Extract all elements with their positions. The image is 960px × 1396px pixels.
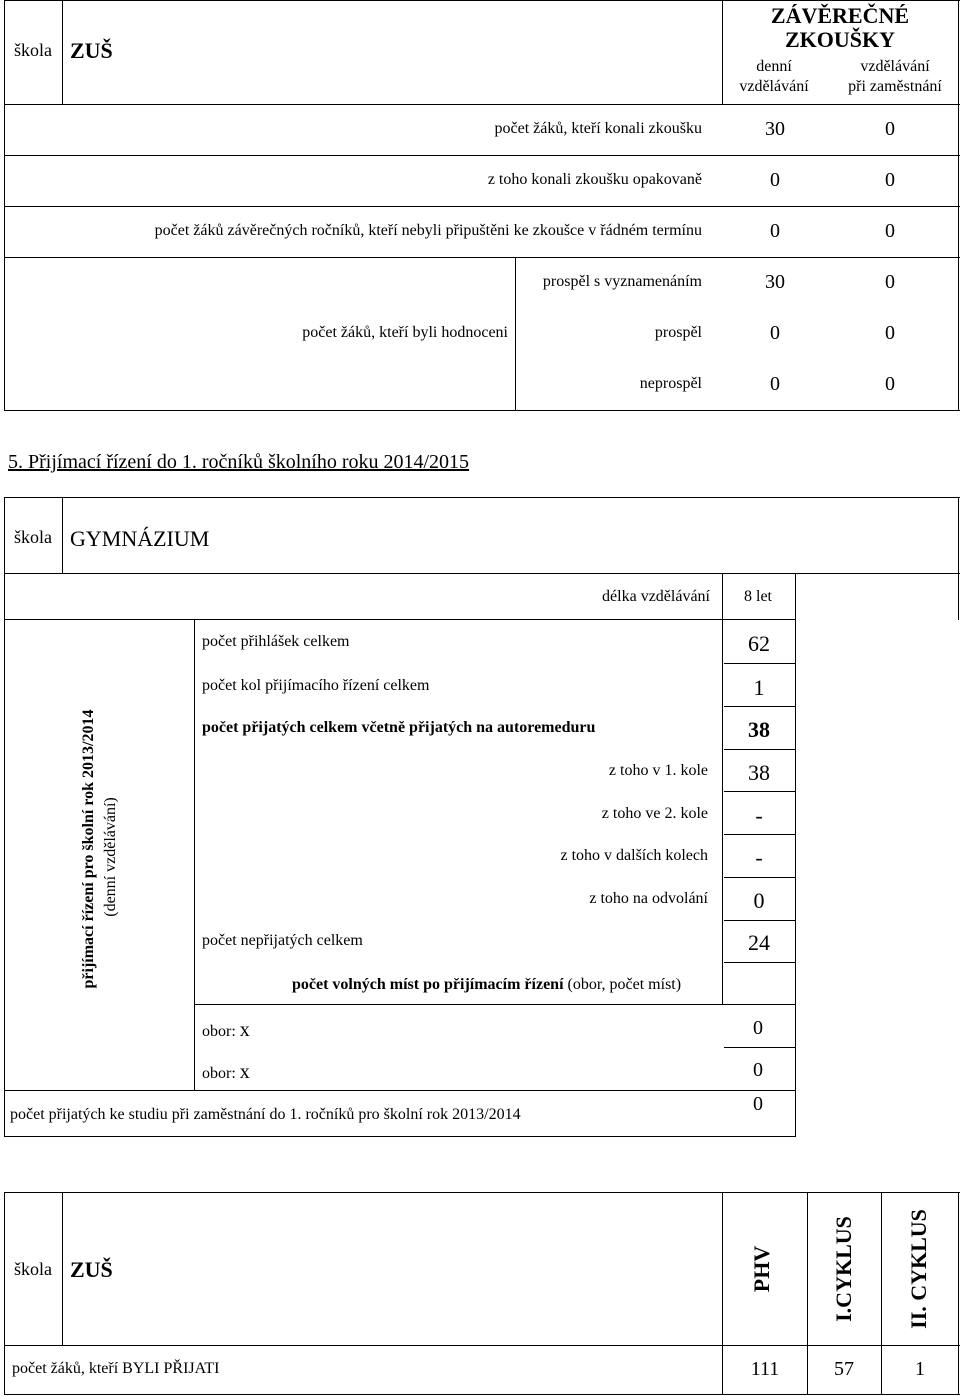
volnych-mist-label: počet volných míst po přijímacím řízení (obor, počet míst) (292, 976, 682, 993)
hodnoceni-value-denni: 0 (770, 322, 780, 344)
row-value-denni: 0 (770, 169, 780, 191)
prijati-i-cyklus-value: 57 (834, 1358, 854, 1380)
zamestnani-label: počet přijatých ke studiu při zaměstnání do 1. ročníků pro školní rok 2013/2014 (10, 1106, 521, 1123)
prijatych-label: počet přijatých celkem včetně přijatých na autoremeduru (202, 719, 596, 736)
section-title: 5. Přijímací řízení do 1. ročníků školního roku 2014/2015 (8, 451, 470, 473)
col-denni-line-1: denní (756, 58, 792, 75)
z1-label: z toho v 1. kole (608, 762, 708, 779)
col-zamestnani-line-2: při zaměstnání (848, 78, 942, 95)
hodnoceni-row-label: prospěl s vyznamenáním (542, 273, 702, 290)
zo-label: z toho na odvolání (589, 890, 708, 907)
zd-label: z toho v dalších kolech (560, 847, 708, 864)
hodnoceni-label: počet žáků, kteří byli hodnoceni (302, 324, 508, 341)
hodnoceni-value-denni: 30 (765, 271, 785, 293)
row-value-denni: 30 (765, 118, 785, 140)
prijati-ii-cyklus-value: 1 (915, 1358, 925, 1380)
col-ii-cyklus: II. CYKLUS (906, 1209, 931, 1329)
side-label: přijímací řízení pro školní rok 2013/2014 (80, 709, 97, 989)
school-label: škola (14, 40, 52, 60)
row-value-zamestnani: 0 (885, 118, 895, 140)
neprijatych-label: počet nepřijatých celkem (202, 932, 363, 949)
row-label: počet žáků, kteří konali zkoušku (494, 120, 702, 137)
obor-1: obor: x (202, 1019, 250, 1041)
prijatych-value: 38 (748, 717, 770, 742)
school-label: škola (14, 527, 52, 547)
header-line-1: ZÁVĚREČNÉ (770, 3, 910, 28)
delka-label: délka vzdělávání (602, 588, 710, 605)
hodnoceni-row-label: neprospěl (639, 375, 702, 392)
hodnoceni-value-zamestnani: 0 (885, 322, 895, 344)
delka-value: 8 let (744, 588, 772, 605)
school-name: GYMNÁZIUM (70, 526, 210, 551)
hodnoceni-value-denni: 0 (770, 373, 780, 395)
neprijatych-value: 24 (748, 930, 770, 955)
obor-2: obor: x (202, 1061, 250, 1083)
col-zamestnani-line-1: vzdělávání (860, 58, 930, 75)
row-value-zamestnani: 0 (885, 169, 895, 191)
row-value-denni: 0 (770, 220, 780, 242)
hodnoceni-row-label: prospěl (654, 324, 702, 341)
z2-label: z toho ve 2. kole (601, 805, 708, 822)
school-name: ZUŠ (70, 1257, 113, 1282)
prihlasek-value: 62 (748, 631, 770, 656)
prihlasek-label: počet přihlášek celkem (202, 633, 350, 650)
z1-value: 38 (748, 760, 770, 785)
kol-value: 1 (753, 675, 765, 700)
col-phv: PHV (749, 1245, 774, 1293)
obor-2-value: 0 (753, 1059, 763, 1081)
prijati-phv-value: 111 (750, 1358, 780, 1380)
row-label: počet žáků závěrečných ročníků, kteří nebyli připuštěni ke zkoušce v řádném termínu (154, 222, 702, 239)
prijati-label: počet žáků, kteří BYLI PŘIJATI (12, 1360, 220, 1377)
hodnoceni-value-zamestnani: 0 (885, 271, 895, 293)
hodnoceni-value-zamestnani: 0 (885, 373, 895, 395)
kol-label: počet kol přijímacího řízení celkem (202, 677, 430, 694)
row-value-zamestnani: 0 (885, 220, 895, 242)
zamestnani-value: 0 (753, 1093, 763, 1115)
col-denni-line-2: vzdělávání (739, 78, 809, 95)
col-i-cyklus: I.CYKLUS (831, 1216, 856, 1322)
obor-1-value: 0 (753, 1017, 763, 1039)
school-label: škola (14, 1259, 52, 1279)
zo-value: 0 (753, 888, 765, 913)
school-name: ZUŠ (70, 38, 113, 63)
row-label: z toho konali zkoušku opakovaně (487, 171, 702, 188)
header-line-2: ZKOUŠKY (784, 27, 896, 52)
side-label-sub: (denní vzdělávání) (102, 797, 119, 917)
z2-value: - (755, 803, 763, 828)
zd-value: - (755, 845, 763, 870)
